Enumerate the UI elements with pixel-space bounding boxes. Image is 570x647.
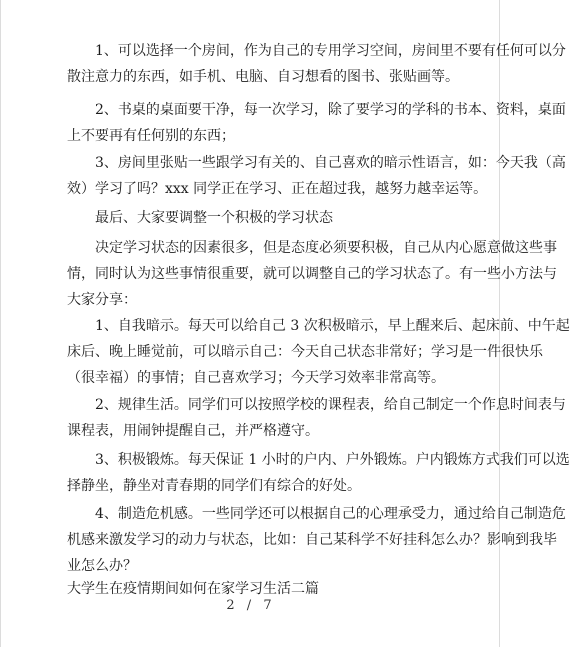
text-line: 大学生在疫情期间如何在家学习生活二篇 — [67, 581, 319, 597]
text-line: 4、制造危机感。一些同学还可以根据自己的心理承受力，通过给自己制造危 — [95, 506, 566, 522]
text-line: 择静坐，静坐对青春期的同学们有综合的好处。 — [67, 478, 361, 494]
text-line: 情，同时认为这些事情很重要，就可以调整自己的学习状态了。有一些小方法与 — [67, 266, 557, 282]
paragraph-room-space — [67, 38, 566, 90]
text-line: 1、自我暗示。每天可以给自己 3 次积极暗示，早上醒来后、起床前、中午起 — [95, 318, 570, 334]
paragraph-attitude — [67, 235, 557, 313]
text-line: 大家分享： — [67, 292, 137, 308]
text-line: 2、规律生活。同学们可以按照学校的课程表，给自己制定一个作息时间表与 — [95, 397, 566, 413]
text-line: 上不要再有任何别的东西； — [67, 128, 235, 144]
text-line: 机感来激发学习的动力与状态，比如：自己某科学不好挂科怎么办？影响到我毕 — [67, 532, 557, 548]
text-line: 3、房间里张贴一些跟学习有关的、自己喜欢的暗示性语言，如：今天我（高 — [95, 155, 566, 171]
text-line: 2、书桌的桌面要干净，每一次学习，除了要学习的学科的书本、资料，桌面 — [95, 102, 566, 118]
paragraph-regular-life — [67, 392, 566, 444]
text-line: 决定学习状态的因素很多，但是态度必须要积极，自己从内心愿意做这些事 — [95, 240, 557, 256]
paragraph-hint-slogans — [67, 150, 566, 202]
paragraph-heading-positive-state — [67, 205, 445, 231]
page-number: 2 / 7 — [226, 598, 276, 613]
text-line: 最后、大家要调整一个积极的学习状态 — [95, 210, 333, 226]
text-line: （很幸福）的事情；自己喜欢学习；今天学习效率非常高等。 — [67, 370, 445, 386]
text-line: 课程表，用闹钟提醒自己，并严格遵守。 — [67, 423, 319, 439]
paragraph-crisis-awareness — [67, 501, 566, 579]
text-line: 1、可以选择一个房间，作为自己的专用学习空间，房间里不要有任何可以分 — [95, 43, 566, 59]
text-line: 床后、晚上睡觉前，可以暗示自己：今天自己状态非常好；学习是一件很快乐 — [67, 344, 543, 360]
paragraph-self-suggestion — [67, 313, 570, 391]
text-line: 3、积极锻炼。每天保证 1 小时的户内、户外锻炼。户内锻炼方式我们可以选 — [95, 452, 570, 468]
paragraph-exercise — [67, 447, 570, 499]
text-line: 效）学习了吗？xxx 同学正在学习、正在超过我，越努力越幸运等。 — [67, 181, 488, 197]
paragraph-clean-desk — [67, 97, 566, 149]
text-line: 散注意力的东西，如手机、电脑、自习想看的图书、张贴画等。 — [67, 69, 459, 85]
text-line: 业怎么办？ — [67, 558, 137, 574]
